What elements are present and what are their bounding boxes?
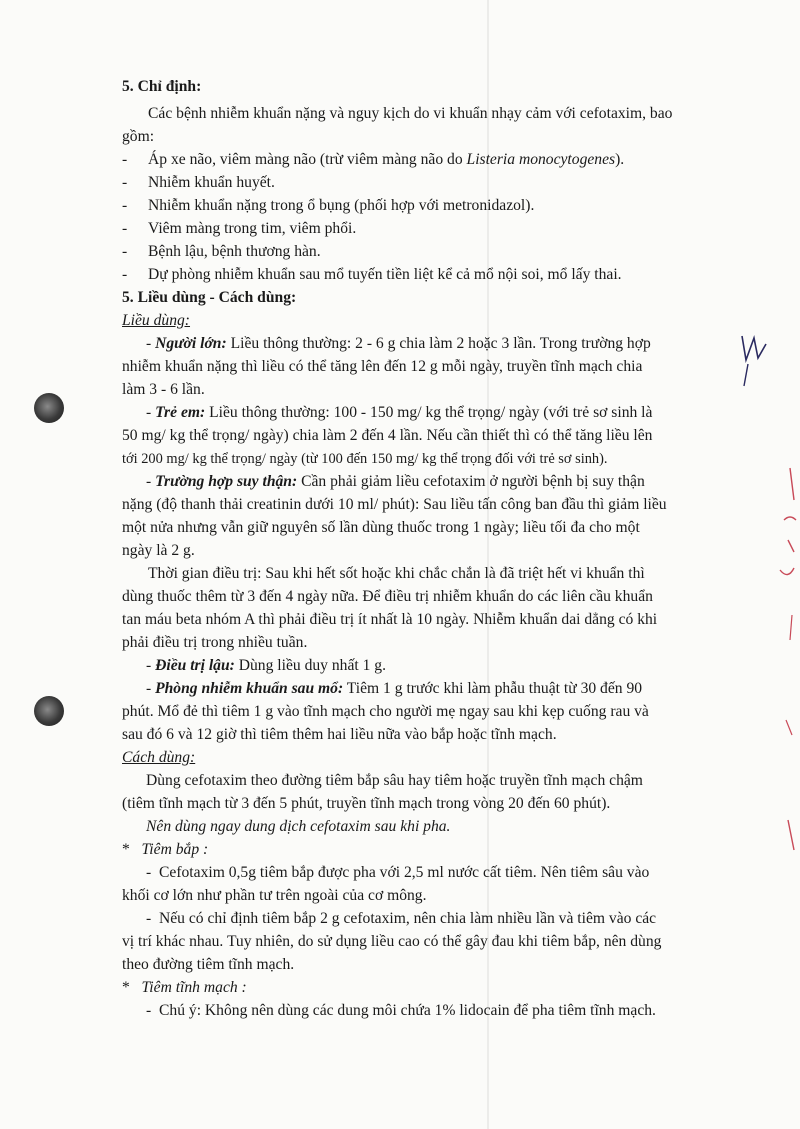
- list-dash: -: [122, 266, 128, 283]
- dosage-adult-line: - Người lớn: Liều thông thường: 2 - 6 g chia làm 2 hoặc 3 lần. Trong trường hợp: [146, 335, 651, 352]
- paragraph-line: dùng thuốc thêm từ 3 đến 4 ngày nữa. Để điều trị nhiễm khuẩn do các liên cầu khuẩn: [122, 588, 653, 605]
- subheading-administration: Cách dùng:: [122, 749, 196, 766]
- list-item: Bệnh lậu, bệnh thương hàn.: [148, 243, 321, 260]
- list-item: Viêm màng trong tim, viêm phổi.: [148, 220, 357, 237]
- paragraph-line: Các bệnh nhiễm khuẩn nặng và nguy kịch do vi khuẩn nhạy cảm với cefotaxim, bao: [148, 105, 673, 122]
- punch-hole: [34, 393, 64, 423]
- section-heading-dosage: 5. Liều dùng - Cách dùng:: [122, 289, 297, 306]
- list-dash: -: [122, 243, 128, 260]
- dosage-child-line: - Trẻ em: Liều thông thường: 100 - 150 mg/ kg thể trọng/ ngày (với trẻ sơ sinh là: [146, 404, 653, 421]
- list-dash: -: [122, 151, 128, 168]
- paragraph-line: phút. Mổ đẻ thì tiêm 1 g vào tĩnh mạch cho người mẹ ngay sau khi kẹp cuống rau và: [122, 703, 649, 720]
- stamp-fragment: [770, 440, 800, 860]
- list-dash: -: [122, 174, 128, 191]
- paragraph-line: vị trí khác nhau. Tuy nhiên, do sử dụng liều cao có thể gây đau khi tiêm bắp, nên dùng: [122, 933, 662, 950]
- paragraph-line: ngày là 2 g.: [122, 542, 195, 559]
- paragraph-line: nặng (độ thanh thải creatinin dưới 10 ml/ phút): Sau liều tấn công ban đầu thì giảm liều: [122, 496, 667, 513]
- paragraph-line: 50 mg/ kg thể trọng/ ngày) chia làm 2 đến 4 lần. Nếu cần thiết thì có thể tăng liều lên: [122, 427, 653, 444]
- paragraph-line: theo đường tiêm tĩnh mạch.: [122, 956, 295, 973]
- dosage-gonorrhea-line: - Điều trị lậu: Dùng liều duy nhất 1 g.: [146, 657, 386, 674]
- im-heading: * Tiêm bắp :: [122, 841, 209, 858]
- paragraph-line: Thời gian điều trị: Sau khi hết sốt hoặc khi chắc chắn là đã triệt hết vi khuẩn thì: [148, 565, 645, 582]
- paragraph-line: tan máu beta nhóm A thì phải điều trị ít nhất là 10 ngày. Nhiễm khuẩn dai dẳng có khi: [122, 611, 658, 628]
- list-item: Nhiễm khuẩn nặng trong ổ bụng (phối hợp với metronidazol).: [148, 197, 535, 214]
- paragraph-line: - Chú ý: Không nên dùng các dung môi chứa 1% lidocain để pha tiêm tĩnh mạch.: [146, 1002, 656, 1019]
- list-item: Nhiễm khuẩn huyết.: [148, 174, 275, 191]
- iv-heading: * Tiêm tĩnh mạch :: [122, 979, 247, 996]
- paragraph-line: - Nếu có chỉ định tiêm bắp 2 g cefotaxim, nên chia làm nhiều lần và tiêm vào các: [146, 910, 657, 927]
- paragraph-line: làm 3 - 6 lần.: [122, 381, 205, 398]
- paragraph-line: tới 200 mg/ kg thể trọng/ ngày (từ 100 đến 150 mg/ kg thể trọng đối với trẻ sơ sinh).: [122, 451, 608, 467]
- paragraph-line: gồm:: [122, 128, 155, 145]
- paragraph-line: khối cơ lớn như phần tư trên ngoài của cơ mông.: [122, 887, 427, 904]
- paragraph-line: - Cefotaxim 0,5g tiêm bắp được pha với 2,5 ml nước cất tiêm. Nên tiêm sâu vào: [146, 864, 650, 881]
- handwritten-initials: [738, 330, 772, 390]
- list-item: Áp xe não, viêm màng não (trừ viêm màng não do Listeria monocytogenes).: [148, 151, 625, 168]
- section-heading-indications: 5. Chỉ định:: [122, 78, 202, 95]
- paragraph-line: Dùng cefotaxim theo đường tiêm bắp sâu hay tiêm hoặc truyền tĩnh mạch chậm: [146, 772, 643, 789]
- list-dash: -: [122, 220, 128, 237]
- list-item: Dự phòng nhiễm khuẩn sau mổ tuyến tiền liệt kể cả mổ nội soi, mổ lấy thai.: [148, 266, 622, 283]
- paragraph-line: sau đó 6 và 12 giờ thì tiêm thêm hai liều nữa vào bắp hoặc tĩnh mạch.: [122, 726, 557, 743]
- punch-hole: [34, 696, 64, 726]
- paragraph-line: (tiêm tĩnh mạch từ 3 đến 5 phút, truyền tĩnh mạch trong vòng 20 đến 60 phút).: [122, 795, 611, 812]
- dosage-prophylaxis-line: - Phòng nhiễm khuẩn sau mổ: Tiêm 1 g trước khi làm phẫu thuật từ 30 đến 90: [146, 680, 643, 697]
- paragraph-line: phải điều trị trong nhiều tuần.: [122, 634, 308, 651]
- subheading-dosage: Liều dùng:: [122, 312, 191, 329]
- paragraph-line: Nên dùng ngay dung dịch cefotaxim sau khi pha.: [146, 818, 451, 835]
- dosage-renal-line: - Trường hợp suy thận: Cần phải giảm liều cefotaxim ở người bệnh bị suy thận: [146, 473, 645, 490]
- paragraph-line: một nửa nhưng vẫn giữ nguyên số lần dùng thuốc trong 1 ngày; liều tối đa cho một: [122, 519, 640, 536]
- paragraph-line: nhiễm khuẩn nặng thì liều có thể tăng lên đến 12 g mỗi ngày, truyền tĩnh mạch chia: [122, 358, 643, 375]
- list-dash: -: [122, 197, 128, 214]
